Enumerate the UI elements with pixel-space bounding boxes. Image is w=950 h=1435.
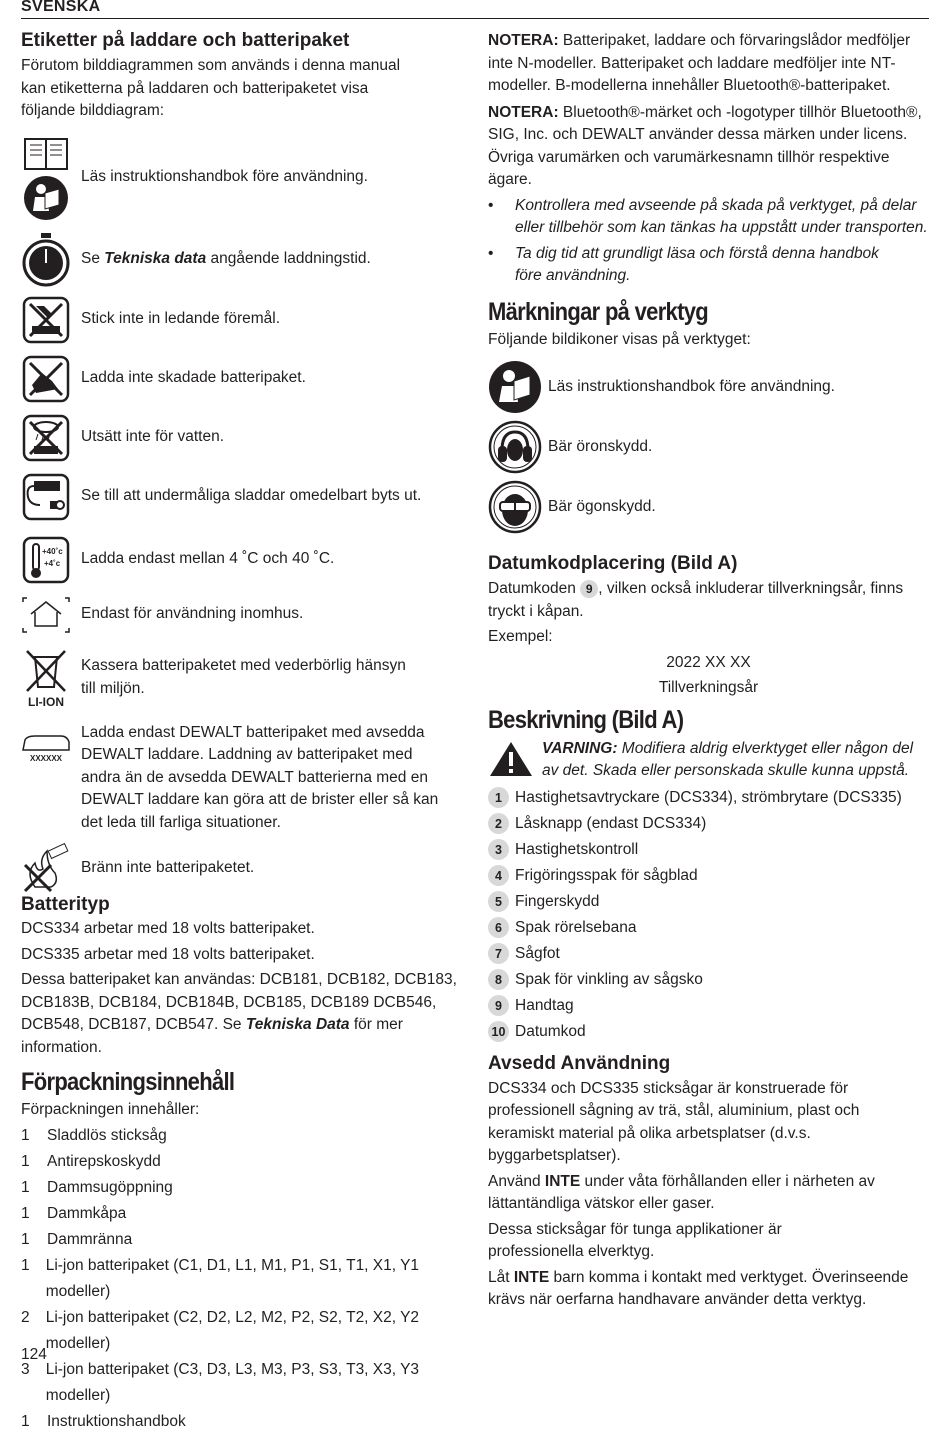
parts-list <box>488 785 929 1045</box>
package-item-label: Antirepskoskydd <box>47 1152 161 1170</box>
package-title: Förpackningsinnehåll <box>21 1068 235 1096</box>
part-number-badge: 9 <box>488 995 509 1016</box>
symbol-cords-text: Se till att undermåliga sladdar omedelbart byts ut. <box>81 487 422 505</box>
package-item-label: Li-jon batteripaket (C3, D3, L3, M3, P3, S3, T3, X3, Y3 modeller) <box>45 1360 420 1404</box>
part-number-badge: 3 <box>488 839 509 860</box>
part-label: Sågfot <box>515 944 560 962</box>
part-number-badge: 7 <box>488 943 509 964</box>
replace-cord-icon <box>22 473 70 521</box>
symbol-only-dewalt <box>21 722 466 835</box>
package-item <box>21 1357 466 1409</box>
stopwatch-icon <box>21 232 71 288</box>
package-item <box>21 1305 466 1357</box>
package-qty: 2 <box>21 1308 30 1326</box>
markings-intro: Följande bildikoner visas på verktyget: <box>488 330 751 348</box>
part-item <box>488 915 929 941</box>
part-item <box>488 941 929 967</box>
package-item-label: Instruktionshandbok <box>47 1412 186 1430</box>
use-p3: Dessa sticksågar för tunga applikationer är professionella elverktyg. <box>488 1220 782 1260</box>
symbol-no-water-text: Utsätt inte för vatten. <box>81 428 225 446</box>
no-conductive-objects-icon <box>22 296 70 344</box>
labels-intro: Förutom bilddiagrammen som används i denna manual kan etiketterna på laddaren och batteripaketet visa följande bilddiagram: <box>21 57 401 119</box>
marking-eye <box>488 478 929 536</box>
symbol-indoor-text: Endast för användning inomhus. <box>81 605 304 623</box>
header-rule <box>21 18 929 19</box>
battery-charger-icon <box>21 734 71 752</box>
symbol-dispose <box>21 643 466 713</box>
use-p2: Använd INTE under våta förhållanden eller i närheten av lättantändliga vätskor eller gaser. <box>488 1172 875 1212</box>
part-number-badge: 4 <box>488 865 509 886</box>
use-p4: Låt INTE barn komma i kontakt med verktyget. Överinseende krävs när oerfarna handhavare använder detta verktyg. <box>488 1268 909 1308</box>
example-code: 2022 XX XX <box>666 653 751 671</box>
package-item <box>21 1253 466 1305</box>
battery-p1: DCS334 arbetar med 18 volts batteripaket. <box>21 920 315 937</box>
part-item <box>488 1019 929 1045</box>
part-label: Spak rörelsebana <box>515 918 637 936</box>
symbol-no-fire-text: Bränn inte batteripaketet. <box>81 858 255 876</box>
ear-protection-icon <box>488 420 542 474</box>
part-label: Spak för vinkling av sågsko <box>515 970 703 988</box>
part-label: Hastighetskontroll <box>515 840 639 858</box>
symbol-no-conductive-text: Stick inte in ledande föremål. <box>81 310 281 328</box>
package-item <box>21 1201 466 1227</box>
part-item <box>488 993 929 1019</box>
thermometer-icon <box>22 536 70 584</box>
package-intro: Förpackningen innehåller: <box>21 1101 200 1118</box>
no-fire-icon <box>21 843 71 893</box>
svg-text:+40˚c: +40˚c <box>42 546 63 556</box>
marking-manual-text: Läs instruktionshandbok före användning. <box>548 377 835 395</box>
package-qty: 1 <box>21 1256 30 1274</box>
read-manual-icon <box>23 175 69 221</box>
svg-text:+4˚c: +4˚c <box>44 558 61 568</box>
package-qty: 1 <box>21 1412 30 1430</box>
bullet-item: • Ta dig tid att grundligt läsa och förstå denna handbok före användning. <box>488 244 879 284</box>
model-code-label: XXXXXX <box>29 753 62 763</box>
package-qty: 1 <box>21 1178 30 1196</box>
callout-badge: 9 <box>580 580 598 598</box>
part-label: Frigöringsspak för sågblad <box>515 866 698 884</box>
package-item-label: Dammsugöppning <box>47 1178 173 1196</box>
language-header: SVENSKA <box>21 0 101 15</box>
no-damaged-battery-icon <box>22 355 70 403</box>
left-column <box>21 30 466 1435</box>
package-qty: 1 <box>21 1230 30 1248</box>
part-number-badge: 6 <box>488 917 509 938</box>
package-item <box>21 1409 466 1435</box>
symbol-manual <box>21 133 466 223</box>
book-icon <box>23 135 69 173</box>
bullet-list <box>488 195 929 288</box>
description-title: Beskrivning (Bild A) <box>488 705 684 734</box>
example-caption: Tillverkningsår <box>658 679 759 696</box>
symbol-dispose-text: Kassera batteripaketet med vederbörlig hänsyn till miljön. <box>81 657 406 697</box>
package-qty: 1 <box>21 1152 30 1170</box>
package-item <box>21 1149 466 1175</box>
battery-p2: DCS335 arbetar med 18 volts batteripaket. <box>21 945 315 963</box>
marking-ear-text: Bär öronskydd. <box>548 437 653 455</box>
part-number-badge: 1 <box>488 787 509 808</box>
indoor-house-icon <box>21 596 71 634</box>
eye-protection-icon <box>488 480 542 534</box>
package-item-label: Sladdlös sticksåg <box>47 1126 167 1144</box>
package-item <box>21 1123 466 1149</box>
right-column <box>488 30 929 1312</box>
marking-eye-text: Bär ögonskydd. <box>548 497 656 515</box>
recycle-bin-crossed-icon <box>23 647 69 695</box>
symbol-only-dewalt-text: Ladda endast DEWALT batteripaket med avsedda DEWALT laddare. Laddning av batteripaket med andra än de avsedda DEWALT batterierna med en DEWALT laddare kan göra att de brister eller så kan det leda till farliga situationer. <box>81 723 439 831</box>
part-label: Fingerskydd <box>515 892 600 910</box>
markings-title: Märkningar på verktyg <box>488 297 708 326</box>
symbol-cords <box>21 470 466 524</box>
bullet-item: • Kontrollera med avseende på skada på verktyget, på delar eller tillbehör som kan tänkas ha uppstått under transporten. <box>488 196 928 236</box>
note-2: NOTERA: Bluetooth®-märket och -logotyper tillhör Bluetooth®, SIG, Inc. och DEWALT använder dessa märken under licens. Övriga varumärken och varumärkesnamn tillhör respektive ägare. <box>488 103 922 188</box>
package-qty: 1 <box>21 1126 30 1144</box>
datecode-text: Datumkoden 9 , vilken också inkluderar tillverkningsår, finns tryckt i kåpan. <box>488 580 904 620</box>
package-item-label: Li-jon batteripaket (C2, D2, L2, M2, P2, S2, T2, X2, Y2 modeller) <box>45 1308 420 1352</box>
part-label: Handtag <box>515 996 574 1014</box>
battery-type-title: Batterityp <box>21 894 110 915</box>
package-item-label: Dammkåpa <box>47 1204 127 1222</box>
symbol-no-water <box>21 411 466 465</box>
use-p1: DCS334 och DCS335 sticksågar är konstruerade för professionell sågning av trä, stål, aluminium, plast och keramiskt material på olika arbetsplatser (d.v.s. byggarbetsplatser). <box>488 1079 860 1164</box>
package-item <box>21 1227 466 1253</box>
symbol-no-conductive <box>21 293 466 347</box>
part-label: Hastighetsavtryckare (DCS334), strömbrytare (DCS335) <box>515 788 902 806</box>
part-number-badge: 10 <box>488 1021 509 1042</box>
package-item-label: Li-jon batteripaket (C1, D1, L1, M1, P1, S1, T1, X1, Y1 modeller) <box>45 1256 420 1300</box>
warning-text: VARNING: Modifiera aldrig elverktyget eller någon del av det. Skada eller personskada skulle kunna uppstå. <box>542 739 914 779</box>
symbol-timer-text: Se Tekniska data angående laddningstid. <box>81 250 371 268</box>
part-item <box>488 967 929 993</box>
symbol-temp <box>21 533 466 587</box>
part-number-badge: 8 <box>488 969 509 990</box>
example-label: Exempel: <box>488 628 553 645</box>
symbol-temp-text: Ladda endast mellan 4 ˚C och 40 ˚C. <box>81 550 335 568</box>
warning-triangle-icon <box>488 740 534 778</box>
part-number-badge: 2 <box>488 813 509 834</box>
package-qty: 3 <box>21 1360 30 1378</box>
li-ion-label: LI-ION <box>28 694 64 709</box>
symbol-indoor <box>21 595 466 635</box>
package-item <box>21 1175 466 1201</box>
package-item-label: Dammränna <box>47 1230 133 1248</box>
datecode-title: Datumkodplacering (Bild A) <box>488 553 738 574</box>
part-item <box>488 863 929 889</box>
intended-use-title: Avsedd Användning <box>488 1052 671 1074</box>
part-item <box>488 837 929 863</box>
part-number-badge: 5 <box>488 891 509 912</box>
part-label: Datumkod <box>515 1022 586 1040</box>
package-qty: 1 <box>21 1204 30 1222</box>
battery-p3: Dessa batteripaket kan användas: DCB181, DCB182, DCB183, DCB183B, DCB184, DCB184B, DCB185, DCB189 DCB546, DCB548, DCB187, DCB547. Se Tekniska Data för mer information. <box>21 971 457 1056</box>
read-manual-icon <box>488 360 542 414</box>
no-water-icon <box>22 414 70 462</box>
warning-block <box>488 738 929 783</box>
symbol-no-damaged <box>21 352 466 406</box>
marking-ear <box>488 418 929 476</box>
part-item <box>488 785 929 811</box>
part-item <box>488 889 929 915</box>
tech-data-ref: Tekniska data <box>104 250 207 268</box>
labels-title: Etiketter på laddare och batteripaket <box>21 30 350 51</box>
symbol-manual-text: Läs instruktionshandbok före användning. <box>81 168 368 186</box>
marking-manual <box>488 358 929 416</box>
part-label: Låsknapp (endast DCS334) <box>515 814 707 832</box>
package-list <box>21 1123 466 1435</box>
symbol-timer <box>21 231 466 289</box>
symbol-no-fire <box>21 842 466 894</box>
symbol-no-damaged-text: Ladda inte skadade batteripaket. <box>81 369 306 387</box>
part-item <box>488 811 929 837</box>
page-number: 124 <box>21 1346 47 1363</box>
note-1: NOTERA: Batteripaket, laddare och förvaringslådor medföljer inte N-modeller. Batteripaket och laddare medföljer inte NT-modeller. B-modellerna innehåller Bluetooth®-batteripaket. <box>488 32 911 94</box>
